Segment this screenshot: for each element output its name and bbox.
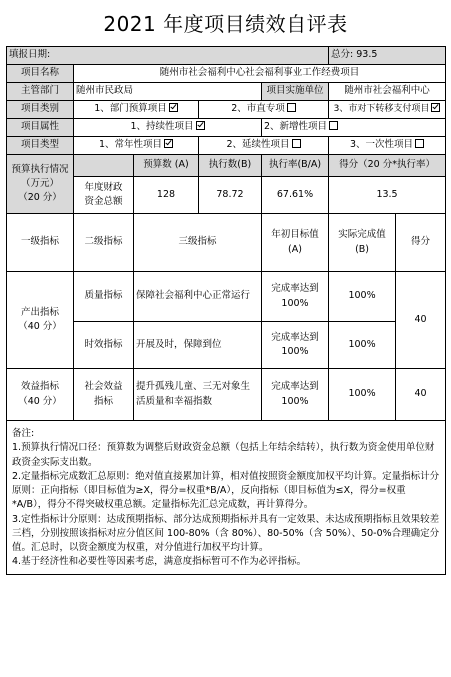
- timeliness-target-1: 完成率达到: [271, 331, 319, 343]
- budget-score-header: 得分（20 分*执行率）: [329, 155, 446, 177]
- timeliness-target-2: 100%: [281, 346, 309, 357]
- fiscal-total-label-2: 资金总额: [84, 196, 123, 207]
- actual-header: [329, 214, 396, 272]
- budget-header-row: [7, 155, 446, 177]
- category-option-1: [74, 101, 199, 119]
- category-option-2: [199, 101, 329, 119]
- indicator-header-row: [7, 214, 446, 272]
- output-indicator-points: （40 分）: [18, 321, 62, 332]
- category-label: 项目类别: [7, 101, 74, 119]
- benefit-indicator: [7, 369, 74, 421]
- actual-header-1: 实际完成值: [338, 229, 386, 241]
- exec-amount: 78.72: [199, 177, 262, 214]
- impl-label: 项目实施单位: [262, 83, 329, 101]
- type-checkbox-3[interactable]: [415, 139, 424, 148]
- social-benefit-target: [262, 369, 329, 421]
- attr-option-2-label: 2、新增性项目: [264, 121, 328, 133]
- social-benefit-row: [7, 369, 446, 421]
- quality-actual: 100%: [329, 272, 396, 322]
- budget-blank-header: [74, 155, 134, 177]
- quality-indicator-row: [7, 272, 446, 322]
- level2-header: 二级指标: [74, 214, 134, 272]
- type-option-1-label: 1、常年性项目: [98, 139, 163, 151]
- quality-target-2: 100%: [281, 297, 309, 309]
- timeliness-indicator-desc: 开展及时，保障到位: [134, 322, 262, 369]
- benefit-indicator-points: （40 分）: [18, 395, 62, 407]
- type-checkbox-1[interactable]: [164, 139, 173, 148]
- social-benefit-label-2: 指标: [93, 395, 113, 407]
- type-option-3: [329, 137, 446, 155]
- social-benefit-target-2: 100%: [281, 395, 309, 407]
- project-name-row: [7, 65, 446, 83]
- attr-label: 项目属性: [7, 119, 74, 137]
- dept-value: 随州市民政局: [74, 83, 262, 101]
- type-label: 项目类型: [7, 137, 74, 155]
- type-option-1: [74, 137, 199, 155]
- fiscal-total-label-1: 年度财政: [84, 181, 123, 193]
- notes-row: [7, 421, 446, 575]
- attr-option-1: [74, 119, 262, 137]
- budget-section-label-3: （20 分）: [18, 192, 62, 204]
- category-checkbox-2[interactable]: [287, 103, 296, 112]
- quality-target-1: 完成率达到: [271, 283, 319, 295]
- budget-section-label: [7, 155, 74, 214]
- benefit-indicator-label: 效益指标: [20, 381, 59, 393]
- project-name-label: 项目名称: [7, 65, 74, 83]
- total-score: 总分: 93.5: [329, 47, 446, 65]
- quality-indicator-desc: 保障社会福利中心正常运行: [134, 272, 262, 322]
- target-header: [262, 214, 329, 272]
- attr-checkbox-1[interactable]: [196, 121, 205, 130]
- notes-heading: 备注:: [12, 428, 35, 439]
- evaluation-table: [6, 46, 446, 575]
- exec-rate-header: 执行率(B/A): [262, 155, 329, 177]
- category-option-3: [329, 101, 446, 119]
- note-item-4: 4.基于经济性和必要性等因素考虑，满意度指标暂可不作为必评指标。: [12, 556, 307, 568]
- type-checkbox-2[interactable]: [292, 139, 301, 148]
- quality-indicator-label: 质量指标: [74, 272, 134, 322]
- budget-section-label-1: 预算执行情况: [11, 163, 69, 175]
- social-benefit-desc: 提升孤残儿童、三无对象生活质量和幸福指数: [134, 369, 262, 421]
- note-item-1: 1.预算执行情况口径：预算数为调整后财政资金总额（包括上年结余结转），执行数为资金使用单位财政资金实际支出数。: [12, 442, 435, 468]
- note-item-2: 2.定量指标完成数汇总原则：绝对值直接累加计算，相对值按照资金额度加权平均计算。定量指标计分原则：正向指标（即目标值为≥X，得分=权重*B/A），反向指标（即目标值为≤X，得分=权重*A/B），得分不得突破权重总额。定量指标先汇总完成数，再计算得分。: [12, 470, 440, 511]
- category-option-3-label: 3、市对下转移支付项目: [333, 103, 430, 114]
- score-header: 得分: [396, 214, 446, 272]
- timeliness-indicator-label: 时效指标: [74, 322, 134, 369]
- level1-header: 一级指标: [7, 214, 74, 272]
- level3-header: 三级指标: [134, 214, 262, 272]
- target-header-2: (A): [288, 243, 302, 255]
- benefit-score: 40: [396, 369, 446, 421]
- social-benefit-target-1: 完成率达到: [271, 381, 319, 393]
- project-name-value: 随州市社会福利中心社会福利事业工作经费项目: [74, 65, 446, 83]
- exec-rate: 67.61%: [262, 177, 329, 214]
- output-indicator: [7, 272, 74, 369]
- note-item-3: 3.定性指标计分原则：达成预期指标、部分达成预期指标并具有一定效果、未达成预期指标且效果较差三档，分别按照该指标对应分值区间 100-80%（含 80%）、80-50%（含 50%）、50-0%合理确定分值。汇总时，以资金额度为权重，对分值进行加权平均计算。: [12, 513, 440, 553]
- target-header-1: 年初目标值: [271, 229, 319, 241]
- type-row: [7, 137, 446, 155]
- budget-amount: 128: [134, 177, 199, 214]
- budget-amount-header: 预算数 (A): [134, 155, 199, 177]
- dept-row: [7, 83, 446, 101]
- timeliness-target: [262, 322, 329, 369]
- fill-date-label: 填报日期:: [7, 47, 329, 65]
- actual-header-2: (B): [355, 243, 369, 255]
- category-checkbox-3[interactable]: [431, 103, 440, 112]
- category-row: [7, 101, 446, 119]
- attr-option-1-label: 1、持续性项目: [130, 121, 194, 133]
- timeliness-actual: 100%: [329, 322, 396, 369]
- output-indicator-label: 产出指标: [20, 306, 59, 318]
- type-option-3-label: 3、一次性项目: [350, 139, 414, 151]
- quality-target: [262, 272, 329, 322]
- attr-row: [7, 119, 446, 137]
- category-option-2-label: 2、市直专项: [231, 103, 285, 115]
- category-option-1-label: 1、部门预算项目: [94, 103, 167, 115]
- dept-label: 主管部门: [7, 83, 74, 101]
- social-benefit-label: [74, 369, 134, 421]
- impl-value: 随州市社会福利中心: [329, 83, 446, 101]
- notes-section: [7, 421, 446, 575]
- social-benefit-label-1: 社会效益: [84, 381, 123, 393]
- attr-option-2: [262, 119, 446, 137]
- type-option-2: [199, 137, 329, 155]
- type-option-2-label: 2、延续性项目: [226, 139, 290, 151]
- budget-section-label-2: （万元）: [20, 177, 59, 189]
- fiscal-total-label: [74, 177, 134, 214]
- fill-date-row: [7, 47, 446, 65]
- attr-checkbox-2[interactable]: [329, 121, 338, 130]
- page-title: 2021 年度项目绩效自评表: [103, 12, 348, 36]
- social-benefit-actual: 100%: [329, 369, 396, 421]
- exec-amount-header: 执行数(B): [199, 155, 262, 177]
- output-score: 40: [396, 272, 446, 369]
- budget-score: 13.5: [329, 177, 446, 214]
- category-checkbox-1[interactable]: [169, 103, 178, 112]
